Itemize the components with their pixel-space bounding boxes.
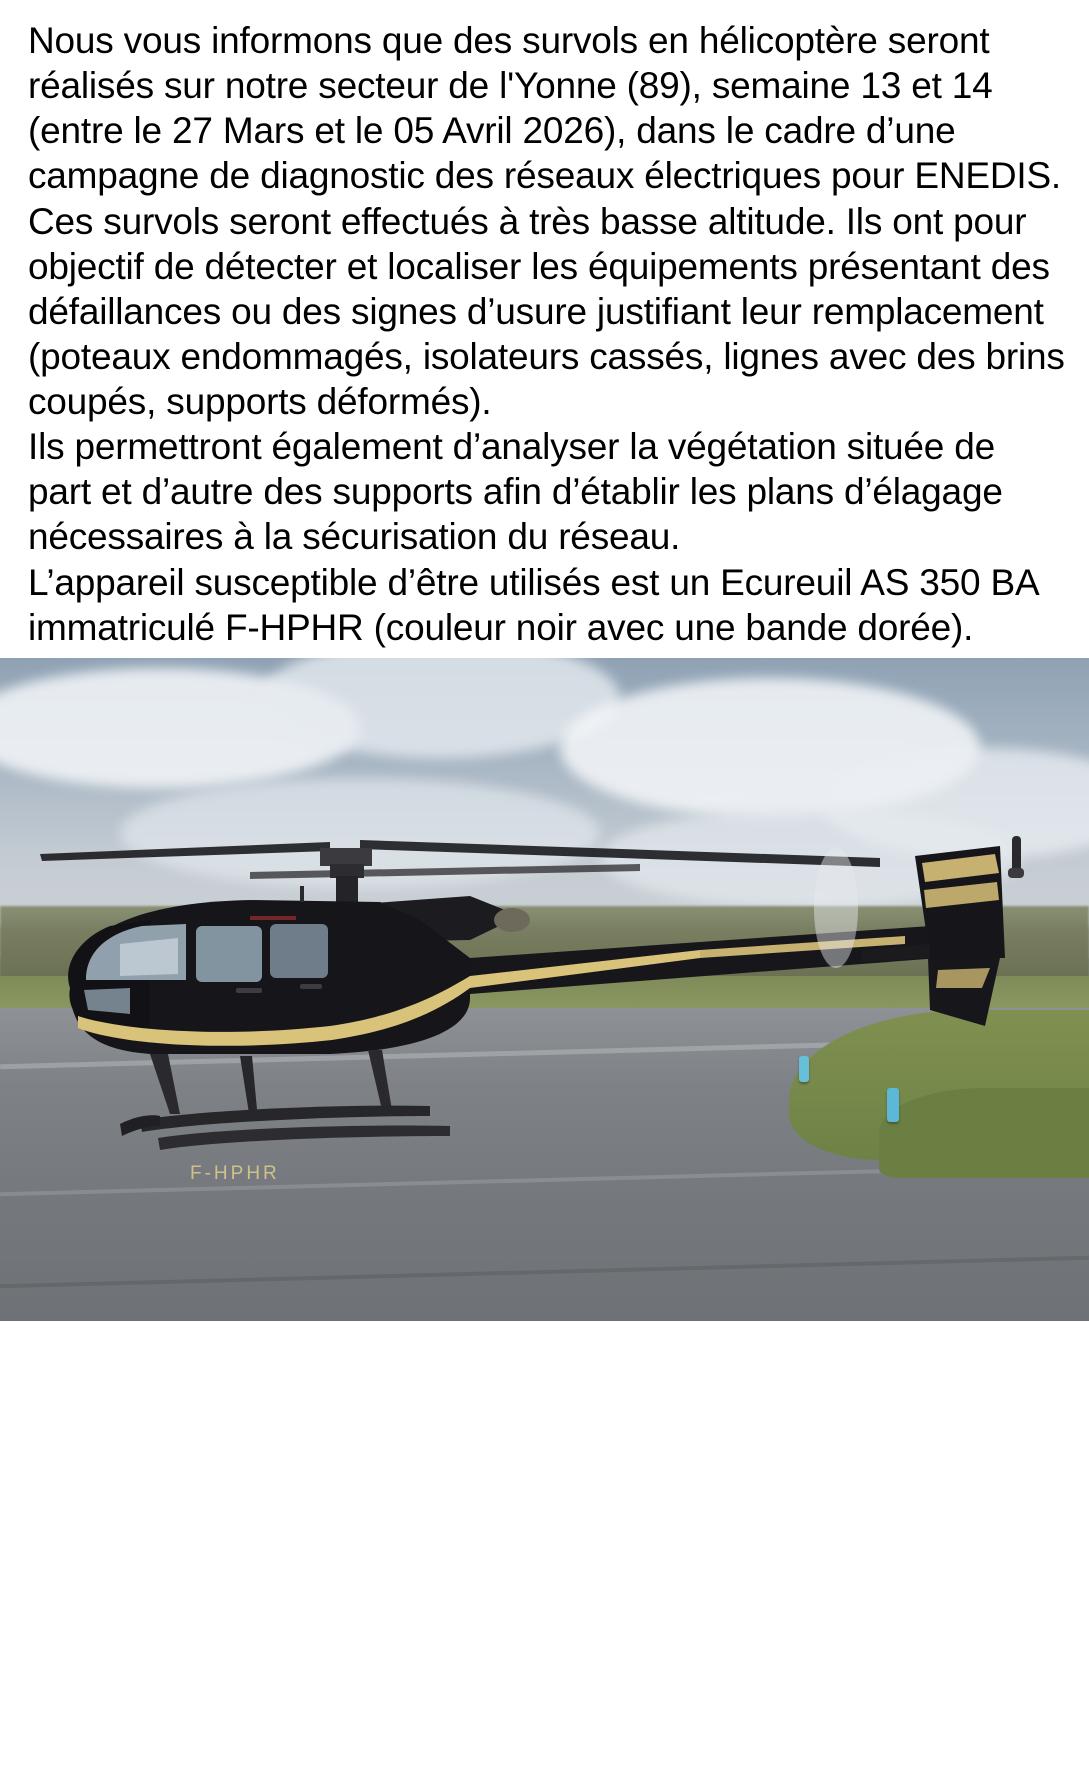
notice-text-block bbox=[0, 0, 1089, 658]
paragraph-2: Ces survols seront effectués à très basse altitude. Ils ont pour objectif de détecter et localiser les équipements présentant des défaillances ou des signes d’usure justifiant leur remplacement (poteaux endommagés, isolateurs cassés, lignes avec des brins coupés, supports déformés). bbox=[28, 200, 1065, 422]
paragraph-4: L’appareil susceptible d’être utilisés est un Ecureuil AS 350 BA immatriculé F-HPHR (couleur noir avec une bande dorée). bbox=[28, 561, 1038, 648]
main-rotor-icon bbox=[40, 840, 880, 879]
helicopter-photo bbox=[0, 658, 1089, 1321]
paragraph-1: Nous vous informons que des survols en hélicoptère seront réalisés sur notre secteur de l'Yonne (89), semaine 13 et 14 (entre le 27 Mars et le 05 Avril 2026), dans le cadre d’une campagne de diagnostic des réseaux électriques pour ENEDIS. bbox=[28, 20, 1062, 197]
paragraph-3: Ils permettront également d’analyser la végétation située de part et d’autre des supports afin d’établir les plans d’élagage nécessaires à la sécurisation du réseau. bbox=[28, 426, 1003, 558]
tail-rotor-icon bbox=[1008, 836, 1024, 878]
registration-marking: F-HPHR bbox=[190, 1162, 280, 1184]
landing-skids bbox=[120, 1050, 450, 1150]
helicopter-illustration bbox=[0, 658, 1089, 1321]
